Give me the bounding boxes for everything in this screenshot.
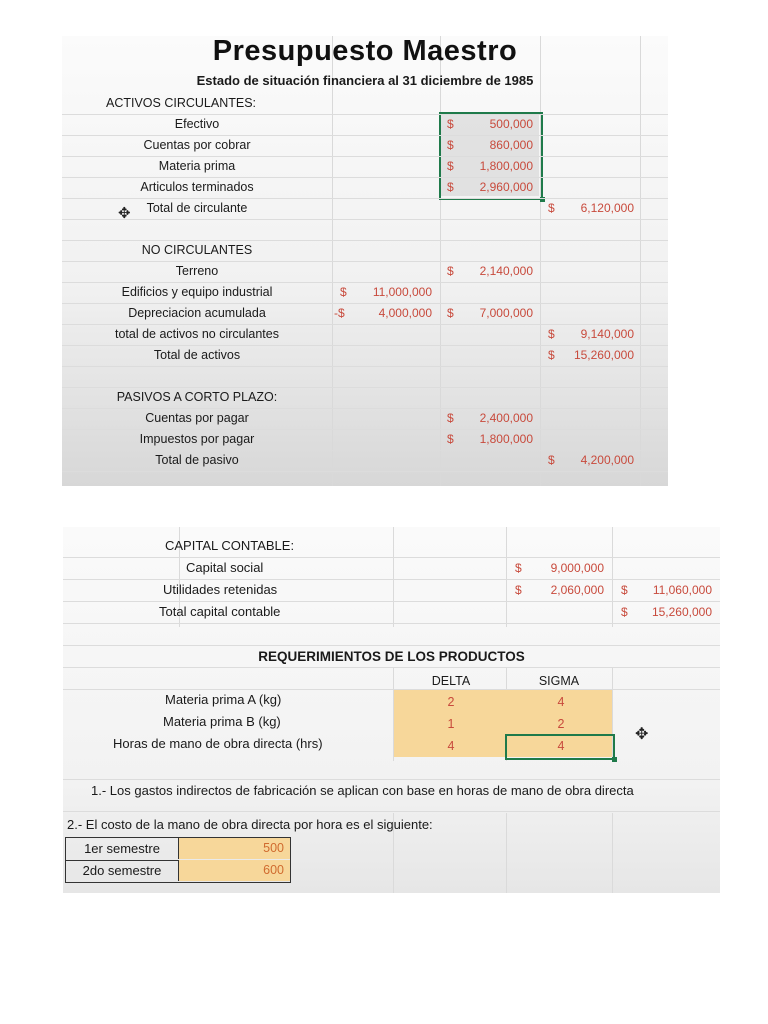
articulos-value[interactable]: $ 2,960,000	[447, 180, 533, 194]
row-total-capital[interactable]: Total capital contable $ 15,260,000	[63, 601, 720, 624]
utilidades-value[interactable]: $ 2,060,000	[515, 583, 604, 597]
note-2: 2.- El costo de la mano de obra directa por hora es el siguiente:	[67, 817, 433, 832]
terreno-value[interactable]: $ 2,140,000	[447, 264, 533, 278]
total-circulante-value[interactable]: $ 6,120,000	[548, 201, 634, 215]
page-subtitle: Estado de situación financiera al 31 diciembre de 1985	[196, 73, 534, 88]
capital-sum-value[interactable]: $ 11,060,000	[621, 583, 712, 597]
row-blank-2[interactable]	[62, 366, 668, 388]
efectivo-value[interactable]: $ 500,000	[447, 117, 533, 131]
row-total-activos[interactable]: Total de activos $ 15,260,000	[62, 345, 668, 367]
semester-row[interactable]: 2do semestre 600	[66, 860, 290, 882]
row-efectivo[interactable]: Efectivo $ 500,000	[62, 114, 668, 136]
total-capital-value[interactable]: $ 15,260,000	[621, 605, 712, 619]
row-utilidades[interactable]: Utilidades retenidas $ 2,060,000 $ 11,060,000	[63, 579, 720, 602]
row-pasivos-header[interactable]: PASIVOS A CORTO PLAZO:	[62, 387, 668, 409]
row-horas[interactable]: Horas de mano de obra directa (hrs)	[113, 736, 323, 751]
depreciacion-value[interactable]: -$ 4,000,000	[334, 306, 432, 320]
cross-cursor-icon: ✥	[118, 205, 131, 222]
cross-cursor-icon: ✥	[635, 726, 649, 743]
row-total-no-circulantes[interactable]: total de activos no circulantes $ 9,140,000	[62, 324, 668, 346]
note-1: 1.- Los gastos indirectos de fabricación se aplican con base en horas de mano de obra directa	[91, 783, 634, 798]
semester-1-value[interactable]: 500	[179, 838, 290, 859]
horas-sigma[interactable]: 4	[557, 739, 565, 753]
total-activos-value[interactable]: $ 15,260,000	[548, 348, 634, 362]
row-articulos[interactable]: Articulos terminados $ 2,960,000	[62, 177, 668, 199]
row-terreno[interactable]: Terreno $ 2,140,000	[62, 261, 668, 283]
row-capital-social[interactable]: Capital social $ 9,000,000	[63, 557, 720, 580]
row-req-headers[interactable]	[63, 667, 720, 690]
row-capital-header[interactable]: CAPITAL CONTABLE:	[63, 535, 720, 558]
materia-a-sigma[interactable]: 4	[557, 695, 565, 709]
row-blank-3[interactable]	[63, 623, 720, 646]
row-materia-prima[interactable]: Materia prima $ 1,800,000	[62, 156, 668, 178]
semester-cost-table	[65, 837, 291, 883]
cuentas-pagar-value[interactable]: $ 2,400,000	[447, 411, 533, 425]
row-activos-header[interactable]: ACTIVOS CIRCULANTES:	[62, 93, 668, 115]
row-total-circulante[interactable]: Total de circulante $ 6,120,000	[62, 198, 668, 220]
materia-prima-value[interactable]: $ 1,800,000	[447, 159, 533, 173]
column-header-sigma: SIGMA	[538, 674, 580, 688]
capital-social-value[interactable]: $ 9,000,000	[515, 561, 604, 575]
requirements-title: REQUERIMIENTOS DE LOS PRODUCTOS	[258, 649, 525, 664]
cell-selection-2[interactable]	[505, 734, 615, 760]
row-no-circulantes-header[interactable]: NO CIRCULANTES	[62, 240, 668, 262]
row-cuentas-cobrar[interactable]: Cuentas por cobrar $ 860,000	[62, 135, 668, 157]
balance-sheet	[62, 36, 668, 486]
total-pasivo-value[interactable]: $ 4,200,000	[548, 453, 634, 467]
neto-edificios-value[interactable]: $ 7,000,000	[447, 306, 533, 320]
row-impuestos[interactable]: Impuestos por pagar $ 1,800,000	[62, 429, 668, 451]
row-depreciacion[interactable]: Depreciacion acumulada -$ 4,000,000 $ 7,000,000	[62, 303, 668, 325]
materia-a-delta[interactable]: 2	[447, 695, 455, 709]
row-total-pasivo[interactable]: Total de pasivo $ 4,200,000	[62, 450, 668, 472]
materia-b-sigma[interactable]: 2	[557, 717, 565, 731]
page-title: Presupuesto Maestro	[212, 36, 518, 67]
impuestos-value[interactable]: $ 1,800,000	[447, 432, 533, 446]
row-blank-4[interactable]	[63, 761, 720, 780]
cuentas-cobrar-value[interactable]: $ 860,000	[447, 138, 533, 152]
row-materia-b[interactable]: Materia prima B (kg)	[163, 714, 281, 729]
row-cuentas-pagar[interactable]: Cuentas por pagar $ 2,400,000	[62, 408, 668, 430]
total-no-circulantes-value[interactable]: $ 9,140,000	[548, 327, 634, 341]
edificios-value[interactable]: $ 11,000,000	[340, 285, 432, 299]
row-blank-1[interactable]	[62, 219, 668, 241]
row-materia-a[interactable]: Materia prima A (kg)	[165, 692, 282, 707]
materia-b-delta[interactable]: 1	[447, 717, 455, 731]
semester-row[interactable]: 1er semestre 500	[66, 838, 290, 861]
horas-delta[interactable]: 4	[447, 739, 455, 753]
capital-requirements-sheet	[63, 527, 720, 893]
column-header-delta: DELTA	[431, 674, 471, 688]
row-edificios[interactable]: Edificios y equipo industrial $ 11,000,000	[62, 282, 668, 304]
semester-2-value[interactable]: 600	[179, 860, 290, 881]
